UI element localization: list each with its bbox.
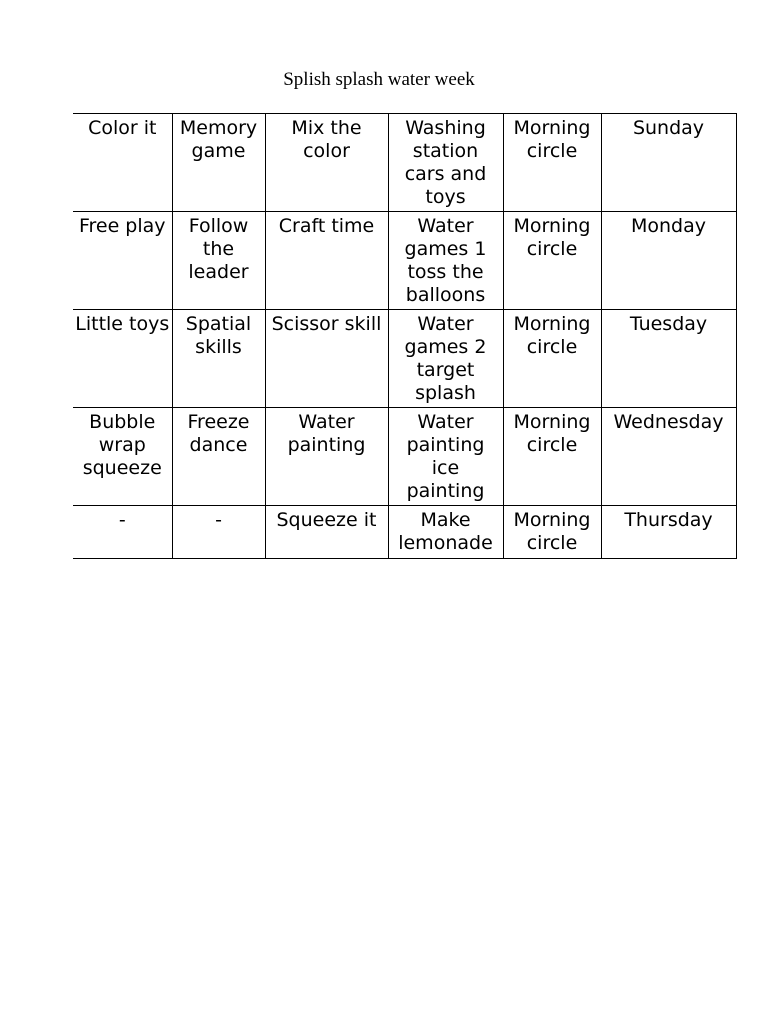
activity-cell: Craft time — [265, 212, 388, 310]
day-cell: Monday — [601, 212, 736, 310]
activity-cell: Morning circle — [503, 310, 601, 408]
schedule-row-thursday — [73, 506, 736, 559]
activity-cell: Water games 1 toss the balloons — [388, 212, 503, 310]
activity-cell: Washing station cars and toys — [388, 114, 503, 212]
activity-cell: Water painting — [265, 408, 388, 506]
day-cell: Wednesday — [601, 408, 736, 506]
schedule-row-monday — [73, 212, 736, 310]
activity-cell: Water painting ice painting — [388, 408, 503, 506]
activity-cell: Free play — [73, 212, 172, 310]
schedule-row-tuesday — [73, 310, 736, 408]
activity-cell: Morning circle — [503, 408, 601, 506]
activity-cell: Bubble wrap squeeze — [73, 408, 172, 506]
activity-cell: Morning circle — [503, 506, 601, 559]
activity-cell: Morning circle — [503, 114, 601, 212]
schedule-row-wednesday — [73, 408, 736, 506]
weekly-schedule-table — [73, 113, 737, 559]
document-title: Splish splash water week — [283, 69, 475, 90]
activity-cell: - — [172, 506, 265, 559]
day-cell: Tuesday — [601, 310, 736, 408]
activity-cell: Little toys — [73, 310, 172, 408]
activity-cell: Follow the leader — [172, 212, 265, 310]
activity-cell: Memory game — [172, 114, 265, 212]
day-cell: Sunday — [601, 114, 736, 212]
day-cell: Thursday — [601, 506, 736, 559]
activity-cell: Freeze dance — [172, 408, 265, 506]
activity-cell: Water games 2 target splash — [388, 310, 503, 408]
activity-cell: Scissor skill — [265, 310, 388, 408]
activity-cell: Spatial skills — [172, 310, 265, 408]
activity-cell: Make lemonade — [388, 506, 503, 559]
activity-cell: Squeeze it — [265, 506, 388, 559]
activity-cell: - — [73, 506, 172, 559]
activity-cell: Color it — [73, 114, 172, 212]
schedule-row-sunday — [73, 114, 736, 212]
activity-cell: Morning circle — [503, 212, 601, 310]
activity-cell: Mix the color — [265, 114, 388, 212]
